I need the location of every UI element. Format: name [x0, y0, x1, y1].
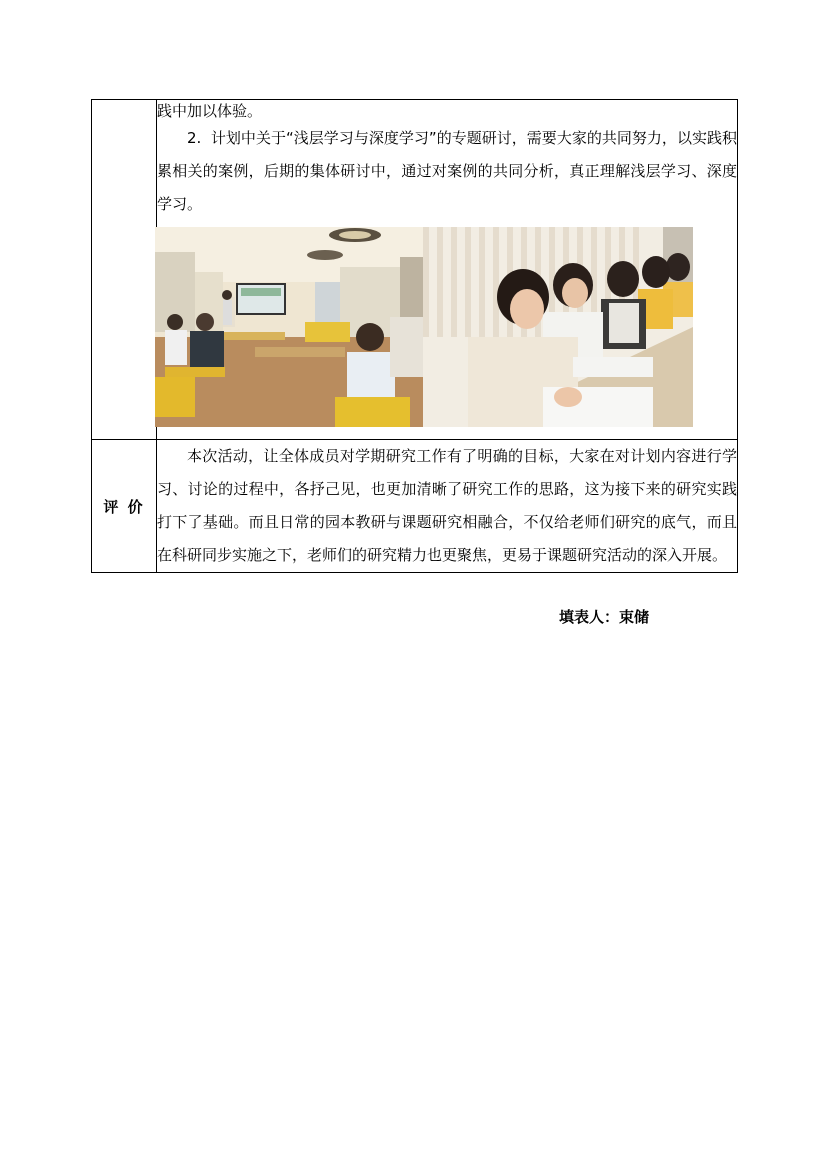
evaluation-content-cell: [157, 440, 738, 573]
signature: 填表人：束储: [559, 608, 650, 626]
evaluation-text: 本次活动，让全体成员对学期研究工作有了明确的目标，大家在对计划内容进行学习、讨论的过程中，各抒己见，也更加清晰了研究工作的思路，这为接下来的研究实践打下了基础。而且日常的园本教研与课题研究相融合，不仅给老师们研究的底气，而且在科研同步实施之下，老师们的研究精力也更聚焦，更易于课题研究活动的深入开展。: [157, 447, 737, 564]
row1-content-cell: [157, 100, 738, 440]
record-table: [91, 99, 738, 573]
item-2-paragraph: [157, 122, 737, 221]
content-row: [92, 100, 738, 440]
teachers-writing-photo: [423, 227, 693, 427]
item-2-number: 2.: [187, 129, 202, 147]
evaluation-label: 评 价: [92, 440, 157, 573]
meeting-room-photo: [155, 227, 423, 427]
evaluation-row: [92, 440, 738, 573]
item-2-text: 计划中关于“浅层学习与深度学习”的专题研讨，需要大家的共同努力，以实践积累相关的案例，后期的集体研讨中，通过对案例的共同分析，真正理解浅层学习、深度学习。: [157, 129, 737, 213]
continued-line: 践中加以体验。: [157, 102, 263, 120]
photo-row: [155, 227, 737, 431]
row1-label-cell: [92, 100, 157, 440]
